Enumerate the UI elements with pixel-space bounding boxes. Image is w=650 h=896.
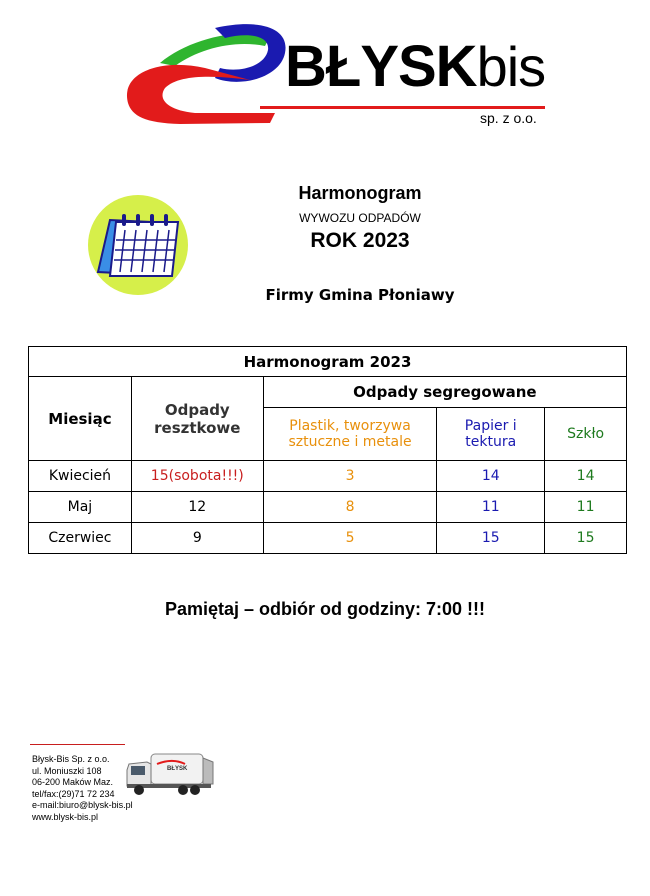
cell-glass: 11 — [545, 492, 627, 523]
column-header-residual: Odpady resztkowe — [131, 377, 263, 461]
column-header-month: Miesiąc — [29, 377, 132, 461]
schedule-table — [28, 346, 627, 554]
schedule-subtitle: WYWOZU ODPADÓW — [299, 211, 421, 225]
footer-phone: tel/fax:(29)71 72 234 — [32, 788, 115, 799]
cell-residual: 12 — [131, 492, 263, 523]
footer-street: ul. Moniuszki 108 — [32, 765, 102, 776]
footer-email: e-mail:biuro@blysk-bis.pl — [32, 800, 133, 810]
footer-contact — [32, 754, 133, 823]
table-group-row — [29, 377, 627, 408]
schedule-firm: Firmy Gmina Płoniawy — [265, 286, 455, 304]
schedule-title: Harmonogram — [298, 183, 422, 203]
cell-month: Czerwiec — [29, 523, 132, 554]
schedule-year: ROK 2023 — [310, 229, 410, 252]
column-header-paper: Papier i tektura — [437, 408, 545, 461]
calendar-icon — [80, 190, 190, 300]
cell-plastic: 3 — [263, 461, 437, 492]
cell-paper: 11 — [437, 492, 545, 523]
cell-month: Kwiecień — [29, 461, 132, 492]
company-logo — [120, 18, 560, 133]
logo-wordmark — [285, 34, 546, 99]
logo-legal-form: sp. z o.o. — [480, 110, 537, 126]
cell-glass: 14 — [545, 461, 627, 492]
table-title: Harmonogram 2023 — [29, 347, 627, 377]
table-row — [29, 492, 627, 523]
cell-plastic: 8 — [263, 492, 437, 523]
footer-website: www.blysk-bis.pl — [32, 811, 99, 822]
footer-company: Błysk-Bis Sp. z o.o. — [32, 754, 110, 764]
garbage-truck-image — [123, 748, 215, 798]
pickup-time-reminder: Pamiętaj – odbiór od godziny: 7:00 !!! — [164, 599, 486, 619]
truck-lettering: BŁYSK — [167, 766, 188, 772]
column-header-plastic: Plastik, tworzywa sztuczne i metale — [263, 408, 437, 461]
cell-plastic: 5 — [263, 523, 437, 554]
cell-residual: 9 — [131, 523, 263, 554]
logo-brand-light: bis — [476, 35, 546, 98]
table-row — [29, 461, 627, 492]
cell-paper: 15 — [437, 523, 545, 554]
logo-brand-bold: BŁYSK — [285, 34, 477, 99]
table-title-row — [29, 347, 627, 377]
cell-paper: 14 — [437, 461, 545, 492]
column-group-segregated: Odpady segregowane — [263, 377, 626, 408]
column-header-glass: Szkło — [545, 408, 627, 461]
table-row — [29, 523, 627, 554]
footer-divider — [30, 744, 125, 745]
footer-city: 06-200 Maków Maz. — [32, 777, 114, 787]
cell-month: Maj — [29, 492, 132, 523]
cell-glass: 15 — [545, 523, 627, 554]
cell-residual: 15(sobota!!!) — [131, 461, 263, 492]
